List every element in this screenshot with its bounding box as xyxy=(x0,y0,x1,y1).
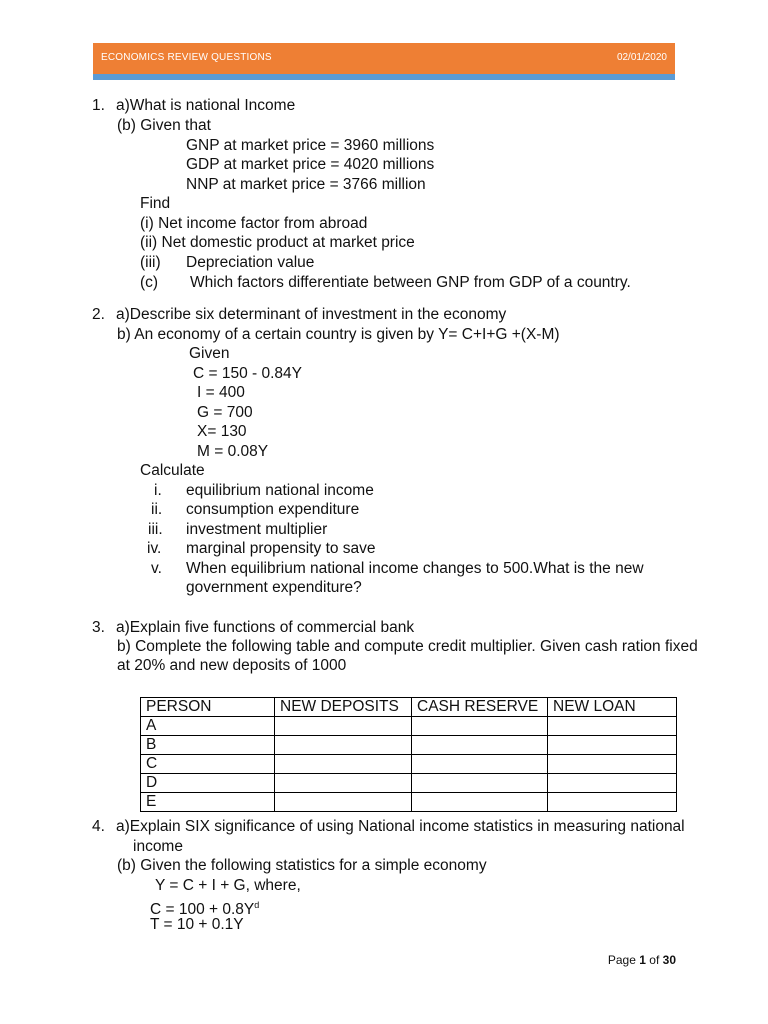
person-cell: E xyxy=(141,793,275,812)
empty-cell xyxy=(275,736,412,755)
person-cell: A xyxy=(141,717,275,736)
column-header: NEW DEPOSITS xyxy=(275,698,412,717)
q3-part-a: a)Explain five functions of commercial bank xyxy=(116,619,415,636)
q3-part-b-line2: at 20% and new deposits of 1000 xyxy=(117,657,347,674)
table-row xyxy=(141,717,677,736)
q2-item-number: i. xyxy=(154,482,162,499)
table-header-row xyxy=(141,698,677,717)
q1-item-c-text: Which factors differentiate between GNP from GDP of a country. xyxy=(190,274,631,291)
q4-number: 4. xyxy=(92,818,105,835)
q1-item-c-label: (c) xyxy=(140,274,159,291)
empty-cell xyxy=(412,755,548,774)
person-cell: B xyxy=(141,736,275,755)
q2-item-text: marginal propensity to save xyxy=(186,540,376,557)
q4-equation: Y = C + I + G, where, xyxy=(155,877,301,894)
header-bar xyxy=(93,43,675,74)
q2-given-line: C = 150 - 0.84Y xyxy=(193,365,302,382)
empty-cell xyxy=(275,793,412,812)
empty-cell xyxy=(275,755,412,774)
empty-cell xyxy=(412,793,548,812)
footer-page-number: 1 xyxy=(639,953,646,967)
empty-cell xyxy=(548,717,677,736)
credit-table xyxy=(140,697,677,812)
empty-cell xyxy=(548,774,677,793)
q4-tax-equation: T = 10 + 0.1Y xyxy=(150,916,244,933)
q1-find: Find xyxy=(140,195,171,212)
q1-item-i: (i) Net income factor from abroad xyxy=(140,215,368,232)
q2-item-v-continued: government expenditure? xyxy=(186,579,362,596)
column-header: PERSON xyxy=(141,698,275,717)
q1-part-b: (b) Given that xyxy=(117,117,211,134)
q1-given-line: GNP at market price = 3960 millions xyxy=(186,137,435,154)
q4-part-a-line1: a)Explain SIX significance of using National income statistics in measuring national xyxy=(116,818,685,835)
page-footer xyxy=(608,953,676,967)
column-header: CASH RESERVE xyxy=(412,698,548,717)
footer-of-word: of xyxy=(649,953,660,967)
q2-given-line: X= 130 xyxy=(197,423,247,440)
header-title: ECONOMICS REVIEW QUESTIONS xyxy=(101,52,272,63)
q2-given-line: G = 700 xyxy=(197,404,253,421)
empty-cell xyxy=(412,736,548,755)
q1-given-line: NNP at market price = 3766 million xyxy=(186,176,426,193)
q2-item-text: investment multiplier xyxy=(186,521,328,538)
table-row xyxy=(141,755,677,774)
q2-part-b: b) An economy of a certain country is given by Y= C+I+G +(X-M) xyxy=(117,326,560,343)
q1-number: 1. xyxy=(92,97,105,114)
footer-page-total: 30 xyxy=(662,953,676,967)
empty-cell xyxy=(412,717,548,736)
empty-cell xyxy=(275,717,412,736)
empty-cell xyxy=(412,774,548,793)
q3-part-b-line1: b) Complete the following table and compute credit multiplier. Given cash ration fixed xyxy=(117,638,698,655)
header-date: 02/01/2020 xyxy=(616,52,667,63)
empty-cell xyxy=(548,736,677,755)
table-row xyxy=(141,736,677,755)
q3-number: 3. xyxy=(92,619,105,636)
q2-item-number: v. xyxy=(151,560,162,577)
q2-item-number: iii. xyxy=(148,521,163,538)
column-header: NEW LOAN xyxy=(548,698,677,717)
empty-cell xyxy=(548,793,677,812)
q2-given-line: M = 0.08Y xyxy=(197,443,269,460)
q1-part-a: a)What is national Income xyxy=(116,97,296,114)
q2-item-text: equilibrium national income xyxy=(186,482,374,499)
q4-consumption-superscript: d xyxy=(254,900,260,910)
empty-cell xyxy=(275,774,412,793)
q1-item-ii: (ii) Net domestic product at market price xyxy=(140,234,415,251)
q2-calculate: Calculate xyxy=(140,462,205,479)
q4-consumption-text: C = 100 + 0.8Y xyxy=(150,901,255,919)
q2-given-line: I = 400 xyxy=(197,384,245,401)
footer-page-word: Page xyxy=(607,953,636,967)
empty-cell xyxy=(548,755,677,774)
q2-given-label: Given xyxy=(189,345,230,362)
q2-number: 2. xyxy=(92,306,105,323)
q1-given-line: GDP at market price = 4020 millions xyxy=(186,156,435,173)
q2-item-text: consumption expenditure xyxy=(186,501,360,518)
table-row xyxy=(141,774,677,793)
q2-part-a: a)Describe six determinant of investment in the economy xyxy=(116,306,507,323)
q1-item-iii-label: (iii) xyxy=(140,254,161,271)
q2-item-text: When equilibrium national income changes to 500.What is the new xyxy=(186,560,644,577)
q2-item-number: iv. xyxy=(147,540,162,557)
table-row xyxy=(141,793,677,812)
person-cell: D xyxy=(141,774,275,793)
person-cell: C xyxy=(141,755,275,774)
q1-item-iii-text: Depreciation value xyxy=(186,254,315,271)
header-rule xyxy=(93,74,675,80)
q4-part-b: (b) Given the following statistics for a simple economy xyxy=(117,857,487,874)
q4-part-a-line2: income xyxy=(133,838,183,855)
q2-item-number: ii. xyxy=(151,501,163,518)
